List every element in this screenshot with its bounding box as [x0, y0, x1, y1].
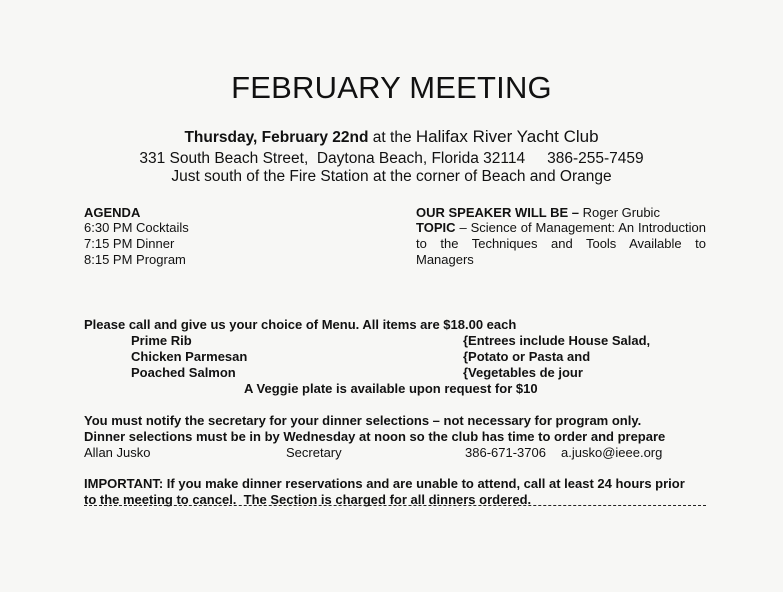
- meeting-date: Thursday, February 22nd: [184, 129, 369, 146]
- contact-email: a.jusko@ieee.org: [561, 445, 663, 460]
- directions-line: Just south of the Fire Station at the corner of Beach and Orange: [171, 168, 612, 185]
- notify-line-2: Dinner selections must be in by Wednesday at noon so the club has time to order and prepare: [84, 429, 666, 444]
- speaker-line: [416, 205, 660, 220]
- at-text: at the: [372, 129, 412, 146]
- speaker-heading: OUR SPEAKER WILL BE –: [416, 205, 580, 220]
- contact-phone: 386-671-3706: [465, 445, 546, 460]
- contact-name: Allan Jusko: [84, 445, 151, 460]
- contact-role: Secretary: [286, 445, 342, 460]
- venue-address: 331 South Beach Street, Daytona Beach, Florida 32114: [139, 150, 526, 167]
- agenda-heading: AGENDA: [84, 205, 141, 220]
- agenda-item-cocktails: 6:30 PM Cocktails: [84, 220, 189, 235]
- veggie-note: A Veggie plate is available upon request for $10: [244, 381, 538, 396]
- agenda-item-dinner: 7:15 PM Dinner: [84, 236, 175, 251]
- meeting-date-line: [0, 127, 783, 147]
- important-line-2: to the meeting to cancel. The Section is charged for all dinners ordered.: [84, 492, 532, 507]
- topic-text: – Science of Management: An Introduction to the Techniques and Tools Available to Managers: [416, 220, 706, 267]
- topic-block: [416, 220, 706, 268]
- menu-include-potato: {Potato or Pasta and: [463, 349, 591, 364]
- address-line: [0, 150, 783, 168]
- menu-item-prime-rib: Prime Rib: [131, 333, 192, 348]
- venue-phone: 386-255-7459: [547, 150, 644, 167]
- speaker-name: Roger Grubic: [582, 205, 660, 220]
- menu-intro: Please call and give us your choice of Menu. All items are $18.00 each: [84, 317, 517, 332]
- agenda-item-program: 8:15 PM Program: [84, 252, 186, 267]
- menu-include-vegetables: {Vegetables de jour: [463, 365, 583, 380]
- menu-include-salad: {Entrees include House Salad,: [463, 333, 651, 348]
- menu-item-chicken-parmesan: Chicken Parmesan: [131, 349, 248, 364]
- important-line-1: IMPORTANT: If you make dinner reservations and are unable to attend, call at least 24 hours prior: [84, 476, 685, 491]
- topic-label: TOPIC: [416, 220, 456, 235]
- meeting-title: FEBRUARY MEETING: [231, 70, 552, 105]
- menu-item-poached-salmon: Poached Salmon: [131, 365, 236, 380]
- dashed-divider: [84, 505, 706, 506]
- notify-line-1: You must notify the secretary for your dinner selections – not necessary for program only.: [84, 413, 642, 428]
- venue-name: Halifax River Yacht Club: [415, 127, 599, 146]
